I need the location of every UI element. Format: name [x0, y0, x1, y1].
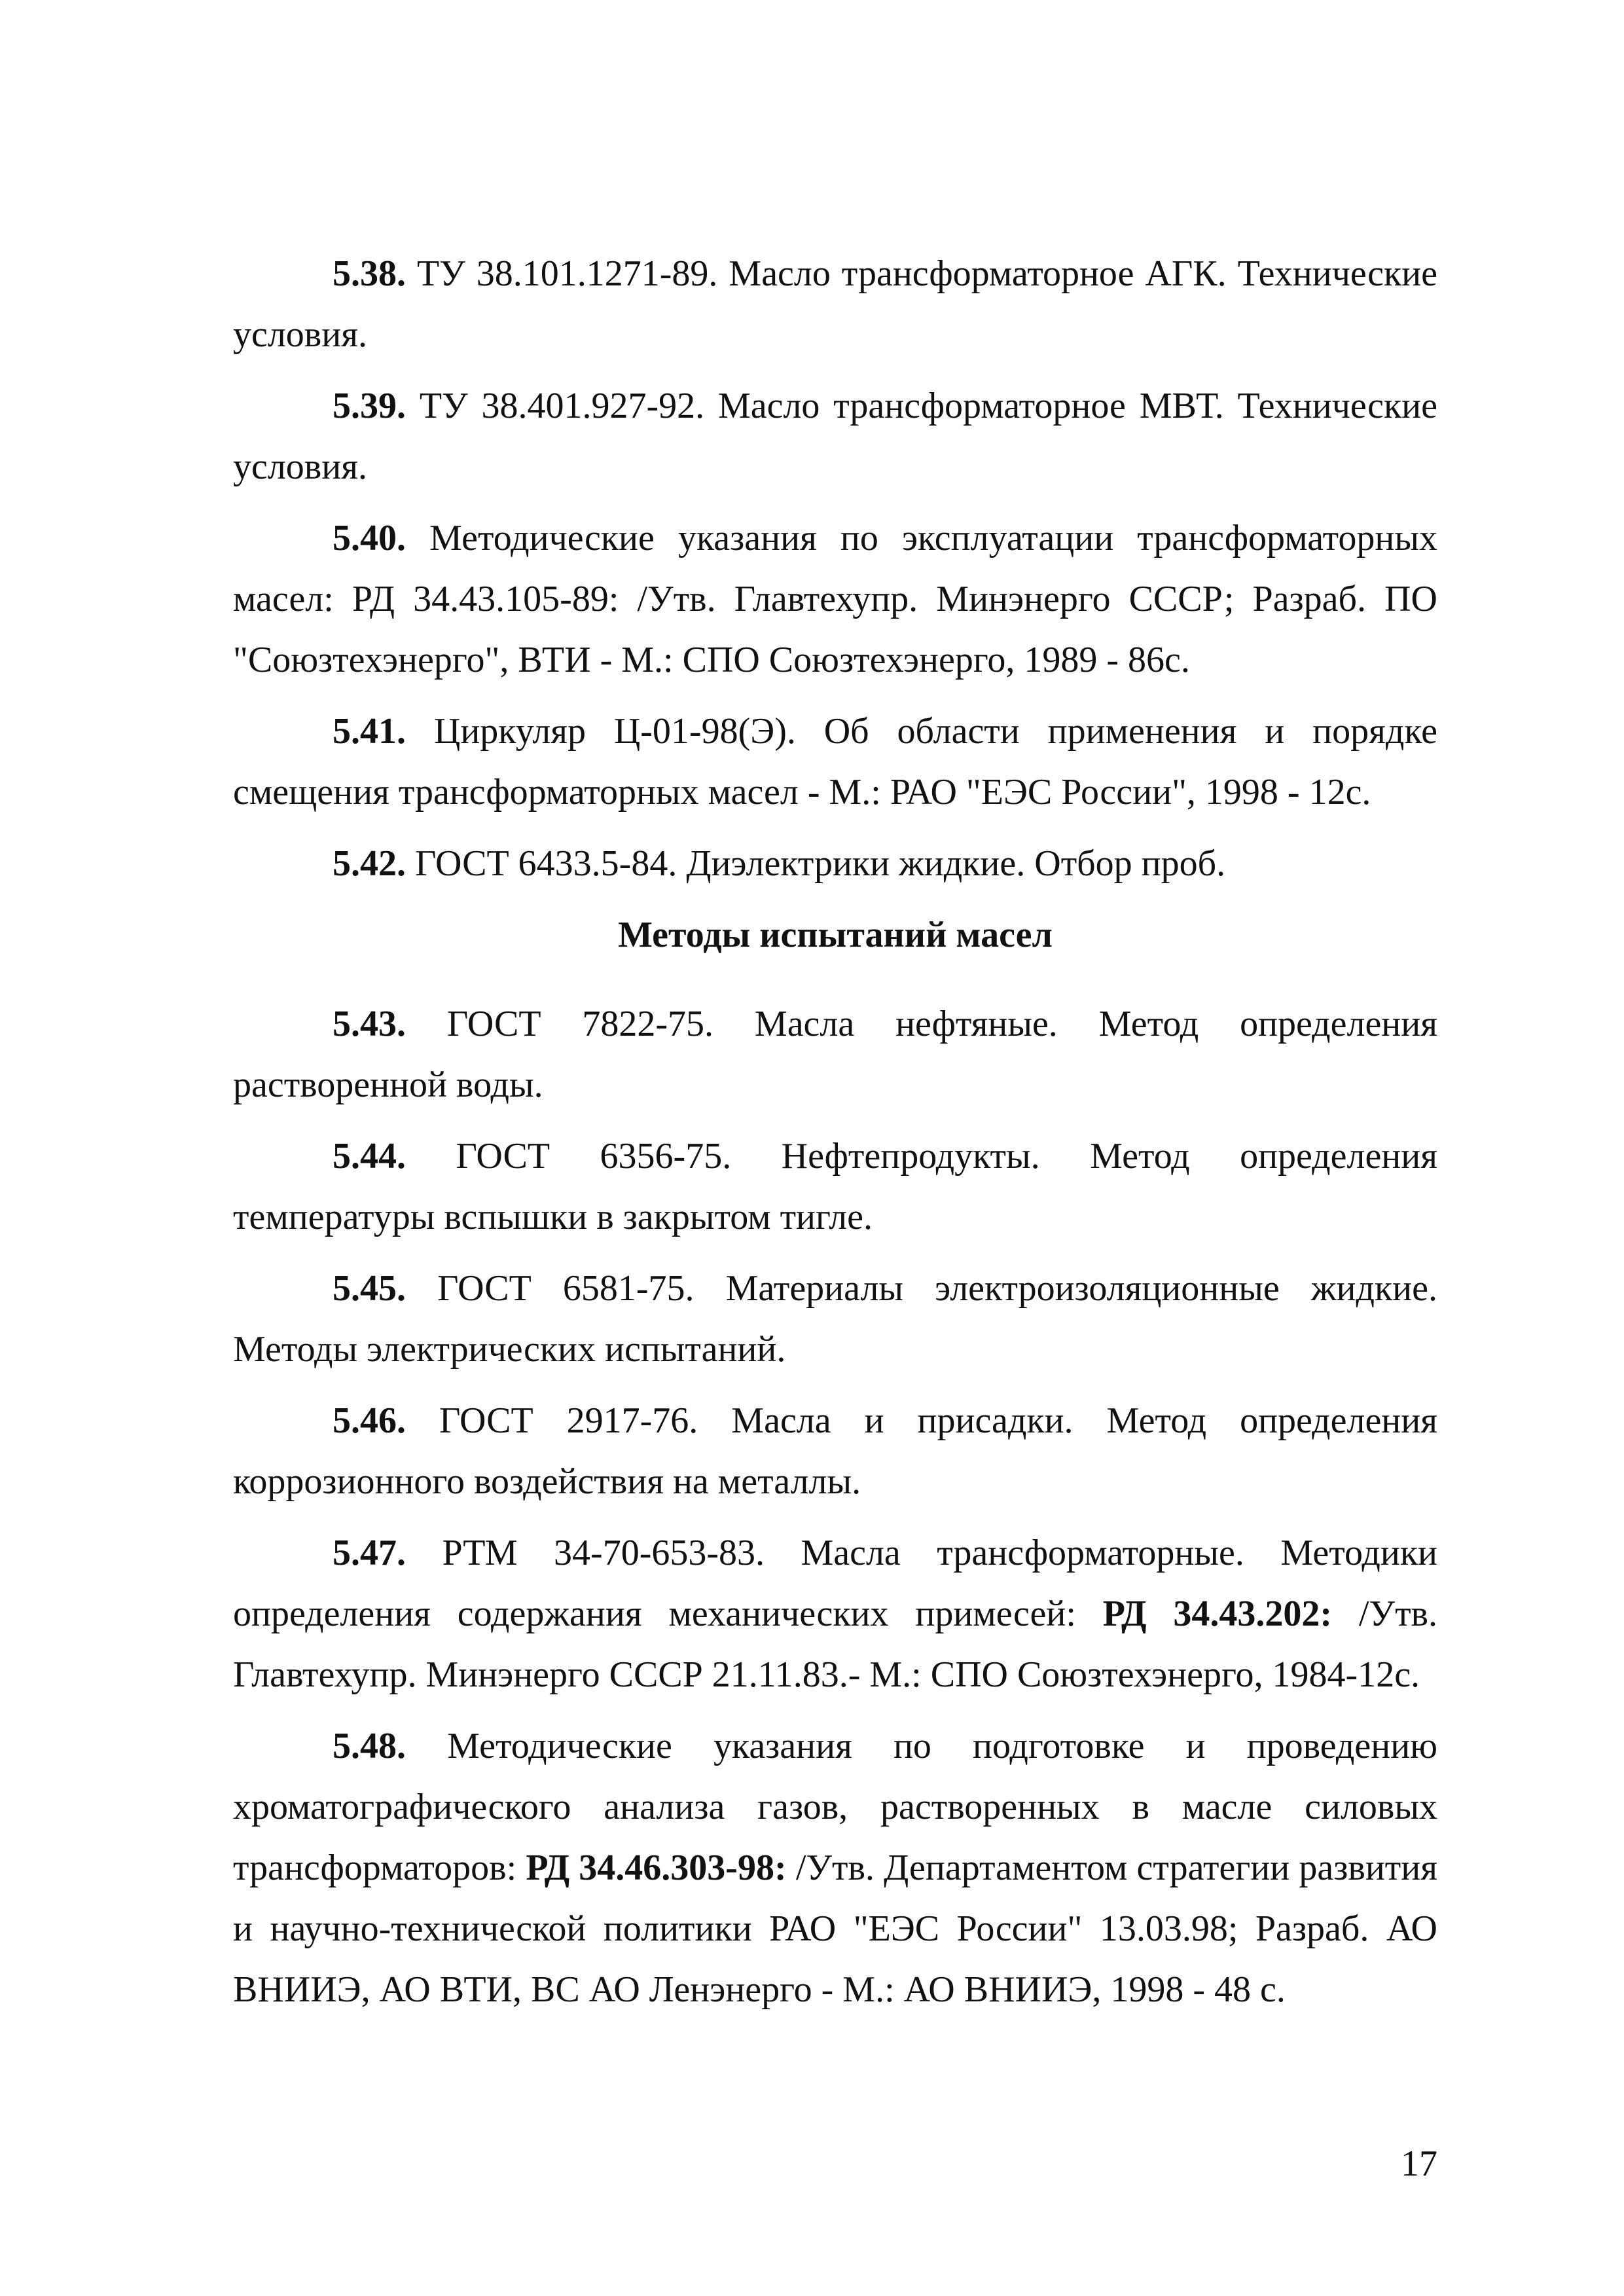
list-item	[233, 508, 1437, 691]
section-heading: Методы испытаний масел	[618, 915, 1053, 955]
list-item	[233, 833, 1437, 894]
list-item	[233, 1523, 1437, 1705]
entry-number: 5.40.	[333, 518, 406, 558]
entry-text: ГОСТ 6356-75. Нефтепродукты. Метод определения температуры вспышки в закрытом тигле.	[233, 1136, 1437, 1237]
entry-text: /Утв. Департаментом стратегии развития и научно-технической политики РАО "ЕЭС России" 13.03.98; Разраб. АО ВНИИЭ, АО ВТИ, ВС АО Ленэнерго - М.: АО ВНИИЭ, 1998 - 48 с.	[233, 1848, 1437, 2010]
entry-number: 5.46.	[333, 1400, 406, 1441]
entry-text: /Утв. Главтехупр. Минэнерго СССР 21.11.83.- М.: СПО Союзтехэнерго, 1984-12с.	[233, 1594, 1437, 1695]
list-item	[233, 701, 1437, 823]
entry-number: 5.41.	[333, 711, 406, 752]
entry-text: ГОСТ 7822-75. Масла нефтяные. Метод определения растворенной воды.	[233, 1004, 1437, 1105]
entry-number: 5.44.	[333, 1136, 406, 1176]
entry-text: ГОСТ 2917-76. Масла и присадки. Метод определения коррозионного воздействия на металлы.	[233, 1400, 1437, 1502]
list-item	[233, 1716, 1437, 2020]
entry-number: 5.47.	[333, 1533, 406, 1573]
document-page	[233, 244, 1437, 2020]
page-number: 17	[1401, 2143, 1437, 2184]
list-item	[233, 1126, 1437, 1248]
entry-text: ТУ 38.401.927-92. Масло трансформаторное МВТ. Технические условия.	[233, 386, 1437, 487]
list-item	[233, 994, 1437, 1116]
entry-number: 5.39.	[333, 386, 406, 426]
entry-text: РТМ 34-70-653-83. Масла трансформаторные. Методики определения содержания механических примесей:	[233, 1533, 1437, 1634]
entry-text: Методические указания по подготовке и проведению хроматографического анализа газов, растворенных в масле силовых трансформаторов:	[233, 1726, 1437, 1888]
entry-number: 5.48.	[333, 1726, 406, 1766]
list-item	[233, 244, 1437, 365]
list-item	[233, 1391, 1437, 1512]
list-item	[233, 1258, 1437, 1380]
entry-number: 5.38.	[333, 253, 406, 294]
entry-number: 5.42.	[333, 843, 406, 884]
entry-code: РД 34.46.303-98:	[526, 1848, 787, 1888]
entry-text: Методические указания по эксплуатации трансформаторных масел: РД 34.43.105-89: /Утв. Главтехупр. Минэнерго СССР; Разраб. ПО "Союзтехэнерго", ВТИ - М.: СПО Союзтехэнерго, 1989 - 86с.	[233, 518, 1437, 680]
entry-number: 5.45.	[333, 1268, 406, 1309]
entry-number: 5.43.	[333, 1004, 406, 1044]
entry-text: ТУ 38.101.1271-89. Масло трансформаторное АГК. Технические условия.	[233, 253, 1437, 355]
entry-code: РД 34.43.202:	[1102, 1594, 1333, 1634]
entry-text: ГОСТ 6581-75. Материалы электроизоляционные жидкие. Методы электрических испытаний.	[233, 1268, 1437, 1370]
entry-text: Циркуляр Ц-01-98(Э). Об области применения и порядке смещения трансформаторных масел - М.: РАО "ЕЭС России", 1998 - 12с.	[233, 711, 1437, 812]
entry-text: ГОСТ 6433.5-84. Диэлектрики жидкие. Отбор проб.	[406, 843, 1226, 884]
list-item	[233, 376, 1437, 498]
